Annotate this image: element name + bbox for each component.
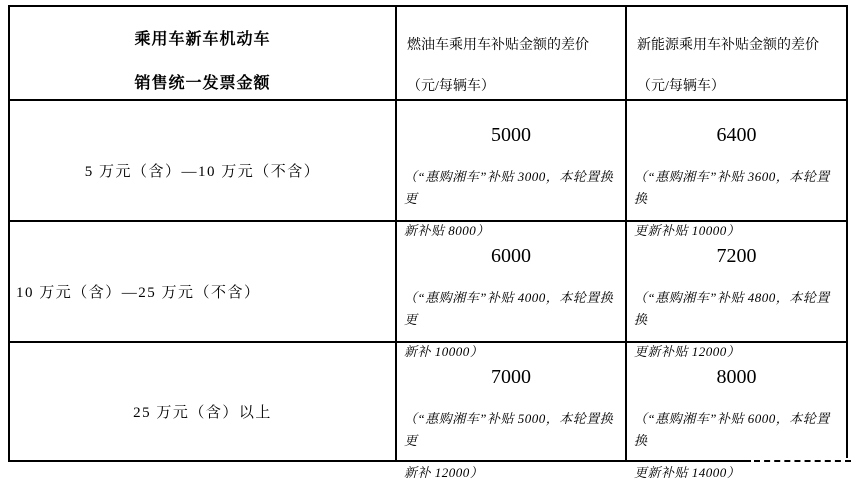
subsidy-table <box>8 5 848 480</box>
row1-nev-note-line2: 更新补贴 10000） <box>634 223 741 238</box>
row3-nev-note-line2: 更新补贴 14000） <box>634 465 741 480</box>
row1-price-range <box>10 101 397 222</box>
row3-price-range-text: 25 万元（含）以上 <box>133 405 272 421</box>
row3-fuel-note-line2: 新补 12000） <box>404 465 484 480</box>
row1-fuel-note-line1: （“惠购湘车”补贴 3000，本轮置换更 <box>404 169 614 206</box>
row3-nev-amount: 8000 <box>716 366 757 388</box>
row1-fuel-note-line2: 新补贴 8000） <box>404 223 490 238</box>
row2-nev-amount: 7200 <box>716 245 757 267</box>
header-nev-unit: （元/每辆车） <box>637 79 725 94</box>
row2-price-range <box>10 222 397 343</box>
header-invoice-line2: 销售统一发票金额 <box>134 75 271 92</box>
row2-price-range-text: 10 万元（含）—25 万元（不含） <box>16 285 261 301</box>
row3-fuel-note-line1: （“惠购湘车”补贴 5000，本轮置换更 <box>404 411 614 448</box>
row1-nev-cell <box>627 101 848 238</box>
row1-nev-note-line1: （“惠购湘车”补贴 3600，本轮置换 <box>634 169 830 206</box>
header-nev-diff <box>627 7 848 101</box>
row2-nev-note-line1: （“惠购湘车”补贴 4800，本轮置换 <box>634 290 830 327</box>
row2-fuel-note-line2: 新补 10000） <box>404 344 484 359</box>
row3-fuel-amount: 7000 <box>491 366 531 388</box>
row2-fuel-cell <box>397 222 627 359</box>
row1-fuel-cell <box>397 101 627 238</box>
row1-price-range-text: 5 万元（含）—10 万元（不含） <box>84 164 321 180</box>
header-fuel-line1: 燃油车乘用车补贴金额的差价 <box>407 38 589 53</box>
row3-fuel-cell <box>397 343 627 480</box>
row2-fuel-amount: 6000 <box>491 245 531 267</box>
row1-fuel-amount: 5000 <box>491 124 531 146</box>
row2-nev-cell <box>627 222 848 359</box>
header-fuel-unit: （元/每辆车） <box>407 79 495 94</box>
header-nev-line1: 新能源乘用车补贴金额的差价 <box>637 38 819 53</box>
row2-fuel-note-line1: （“惠购湘车”补贴 4000，本轮置换更 <box>404 290 614 327</box>
header-fuel-diff <box>397 7 627 101</box>
header-invoice-amount <box>10 7 397 101</box>
row3-price-range <box>10 343 397 462</box>
row3-nev-note-line1: （“惠购湘车”补贴 6000，本轮置换 <box>634 411 830 448</box>
page-boundary-dashes <box>754 460 851 462</box>
header-invoice-line1: 乘用车新车机动车 <box>134 31 271 48</box>
row3-nev-cell <box>627 343 848 480</box>
row1-nev-amount: 6400 <box>716 124 757 146</box>
row2-nev-note-line2: 更新补贴 12000） <box>634 344 741 359</box>
